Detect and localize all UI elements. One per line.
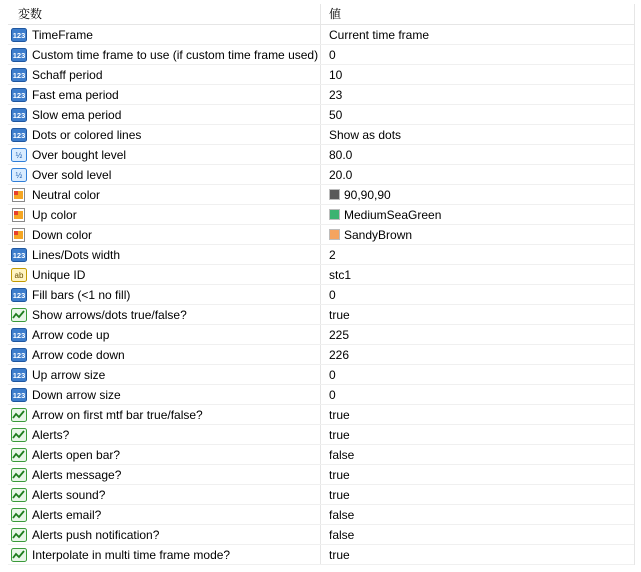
int-icon (11, 348, 27, 362)
variable-value: false (329, 507, 355, 522)
bool-icon (11, 508, 27, 522)
bool-icon (11, 448, 27, 462)
bool-icon (11, 408, 27, 422)
bool-icon (11, 488, 27, 502)
value-cell[interactable] (321, 485, 634, 504)
int-icon (11, 388, 27, 402)
table-row[interactable] (8, 145, 634, 165)
color-swatch (329, 209, 340, 220)
svg-text:½: ½ (15, 170, 23, 180)
bool-icon (11, 528, 27, 542)
svg-text:123: 123 (12, 50, 26, 60)
svg-text:123: 123 (12, 370, 26, 380)
value-cell[interactable] (321, 505, 634, 524)
variable-name: Alerts message? (32, 467, 122, 482)
variable-name: Alerts open bar? (32, 447, 121, 462)
variable-name: Neutral color (32, 187, 101, 202)
table-row[interactable] (8, 445, 634, 465)
color-swatch (329, 189, 340, 200)
variable-cell (8, 325, 321, 344)
variable-cell (8, 25, 321, 44)
int-icon (11, 28, 27, 42)
value-cell[interactable] (321, 25, 634, 44)
value-cell[interactable] (321, 165, 634, 184)
value-cell[interactable] (321, 325, 634, 344)
svg-text:123: 123 (12, 90, 26, 100)
table-row[interactable] (8, 405, 634, 425)
value-cell[interactable] (321, 225, 634, 244)
variable-cell (8, 485, 321, 504)
variable-cell (8, 225, 321, 244)
variable-name: Over bought level (32, 147, 127, 162)
variable-cell (8, 385, 321, 404)
string-icon (11, 268, 27, 282)
svg-text:123: 123 (12, 390, 26, 400)
svg-text:123: 123 (12, 110, 26, 120)
svg-text:ab: ab (14, 270, 24, 280)
variable-value: true (329, 307, 350, 322)
variable-value: 20.0 (329, 167, 353, 182)
variable-cell (8, 65, 321, 84)
variable-cell (8, 465, 321, 484)
variable-value: 0 (329, 387, 336, 402)
table-row[interactable] (8, 25, 634, 45)
variable-cell (8, 265, 321, 284)
variable-name: Fill bars (<1 no fill) (32, 287, 131, 302)
variable-value: 50 (329, 107, 343, 122)
table-row[interactable] (8, 365, 634, 385)
table-row[interactable] (8, 245, 634, 265)
variable-name: Show arrows/dots true/false? (32, 307, 187, 322)
header-value[interactable]: 値 (329, 7, 342, 21)
value-cell[interactable] (321, 245, 634, 264)
variable-name: Alerts? (32, 427, 70, 442)
variable-name: Up arrow size (32, 367, 106, 382)
table-row[interactable] (8, 265, 634, 285)
double-icon (11, 168, 27, 182)
variable-name: Over sold level (32, 167, 112, 182)
variable-name: Slow ema period (32, 107, 122, 122)
value-cell[interactable] (321, 425, 634, 444)
variable-name: Schaff period (32, 67, 103, 82)
variable-name: Custom time frame to use (if custom time frame used) (32, 47, 319, 62)
table-row[interactable] (8, 325, 634, 345)
variable-value: stc1 (329, 267, 352, 282)
variable-cell (8, 425, 321, 444)
value-cell[interactable] (321, 205, 634, 224)
variable-cell (8, 125, 321, 144)
table-row[interactable] (8, 85, 634, 105)
table-row[interactable] (8, 425, 634, 445)
table-row[interactable] (8, 285, 634, 305)
variable-value: true (329, 547, 350, 562)
table-row[interactable] (8, 305, 634, 325)
variable-value: 90,90,90 (344, 187, 391, 202)
table-row[interactable] (8, 225, 634, 245)
int-icon (11, 328, 27, 342)
variable-value: 23 (329, 87, 343, 102)
table-row[interactable] (8, 545, 634, 565)
variable-value: false (329, 447, 355, 462)
value-cell[interactable] (321, 445, 634, 464)
variable-cell (8, 445, 321, 464)
value-cell[interactable] (321, 65, 634, 84)
variable-name: Unique ID (32, 267, 86, 282)
svg-text:123: 123 (12, 350, 26, 360)
variable-cell (8, 525, 321, 544)
variable-name: Dots or colored lines (32, 127, 142, 142)
variable-cell (8, 205, 321, 224)
value-cell[interactable] (321, 365, 634, 384)
color-icon (11, 208, 27, 222)
variable-name: Alerts sound? (32, 487, 106, 502)
svg-text:123: 123 (12, 70, 26, 80)
variable-cell (8, 145, 321, 164)
variable-name: Fast ema period (32, 87, 119, 102)
table-row[interactable] (8, 165, 634, 185)
bool-icon (11, 468, 27, 482)
int-icon (11, 48, 27, 62)
variable-cell (8, 105, 321, 124)
variable-cell (8, 345, 321, 364)
value-cell[interactable] (321, 85, 634, 104)
variable-name: Arrow code up (32, 327, 110, 342)
int-icon (11, 368, 27, 382)
int-icon (11, 108, 27, 122)
table-row[interactable] (8, 465, 634, 485)
int-icon (11, 248, 27, 262)
grid-rows (8, 25, 634, 565)
variable-value: 225 (329, 327, 350, 342)
value-cell[interactable] (321, 45, 634, 64)
int-icon (11, 88, 27, 102)
table-row[interactable] (8, 125, 634, 145)
variable-name: Lines/Dots width (32, 247, 121, 262)
variable-name: Alerts push notification? (32, 527, 160, 542)
variable-value: false (329, 527, 355, 542)
variable-name: TimeFrame (32, 27, 93, 42)
variable-value: 2 (329, 247, 336, 262)
table-row[interactable] (8, 65, 634, 85)
variable-name: Arrow code down (32, 347, 125, 362)
value-cell[interactable] (321, 345, 634, 364)
variable-cell (8, 245, 321, 264)
svg-text:123: 123 (12, 30, 26, 40)
bool-icon (11, 428, 27, 442)
value-cell[interactable] (321, 125, 634, 144)
svg-text:123: 123 (12, 250, 26, 260)
variable-value: true (329, 427, 350, 442)
inputs-grid (8, 4, 635, 565)
variable-name: Alerts email? (32, 507, 102, 522)
variable-cell (8, 305, 321, 324)
table-row[interactable] (8, 185, 634, 205)
variable-cell (8, 545, 321, 564)
svg-text:½: ½ (15, 150, 23, 160)
svg-text:123: 123 (12, 130, 26, 140)
variable-name: Interpolate in multi time frame mode? (32, 547, 231, 562)
variable-value: true (329, 487, 350, 502)
color-swatch (329, 229, 340, 240)
variable-name: Up color (32, 207, 77, 222)
value-cell[interactable] (321, 145, 634, 164)
color-icon (11, 228, 27, 242)
int-icon (11, 128, 27, 142)
bool-icon (11, 308, 27, 322)
variable-value: true (329, 467, 350, 482)
header-variable[interactable]: 変数 (8, 4, 321, 24)
value-cell[interactable] (321, 385, 634, 404)
table-row[interactable] (8, 45, 634, 65)
variable-value: 80.0 (329, 147, 353, 162)
table-row[interactable] (8, 485, 634, 505)
variable-value: true (329, 407, 350, 422)
variable-value: 0 (329, 367, 336, 382)
value-cell[interactable] (321, 185, 634, 204)
value-cell[interactable] (321, 465, 634, 484)
double-icon (11, 148, 27, 162)
table-row[interactable] (8, 385, 634, 405)
variable-cell (8, 405, 321, 424)
variable-name: Down arrow size (32, 387, 121, 402)
variable-name: Down color (32, 227, 93, 242)
value-cell[interactable] (321, 285, 634, 304)
variable-cell (8, 85, 321, 104)
color-icon (11, 188, 27, 202)
variable-cell (8, 45, 321, 64)
variable-value: SandyBrown (344, 227, 413, 242)
variable-cell (8, 165, 321, 184)
value-cell[interactable] (321, 265, 634, 284)
value-cell[interactable] (321, 525, 634, 544)
bool-icon (11, 548, 27, 562)
int-icon (11, 288, 27, 302)
variable-cell (8, 365, 321, 384)
variable-cell (8, 505, 321, 524)
variable-value: 10 (329, 67, 343, 82)
variable-value: Show as dots (329, 127, 402, 142)
value-cell[interactable] (321, 545, 634, 564)
variable-value: 0 (329, 47, 336, 62)
variable-cell (8, 185, 321, 204)
table-row[interactable] (8, 525, 634, 545)
table-row[interactable] (8, 105, 634, 125)
int-icon (11, 68, 27, 82)
value-cell[interactable] (321, 105, 634, 124)
svg-text:123: 123 (12, 290, 26, 300)
table-row[interactable] (8, 345, 634, 365)
variable-name: Arrow on first mtf bar true/false? (32, 407, 203, 422)
variable-value: 226 (329, 347, 350, 362)
value-cell[interactable] (321, 405, 634, 424)
svg-text:123: 123 (12, 330, 26, 340)
value-cell[interactable] (321, 305, 634, 324)
grid-header (8, 4, 634, 25)
variable-value: 0 (329, 287, 336, 302)
variable-value: MediumSeaGreen (344, 207, 442, 222)
table-row[interactable] (8, 205, 634, 225)
table-row[interactable] (8, 505, 634, 525)
variable-value: Current time frame (329, 27, 430, 42)
variable-cell (8, 285, 321, 304)
